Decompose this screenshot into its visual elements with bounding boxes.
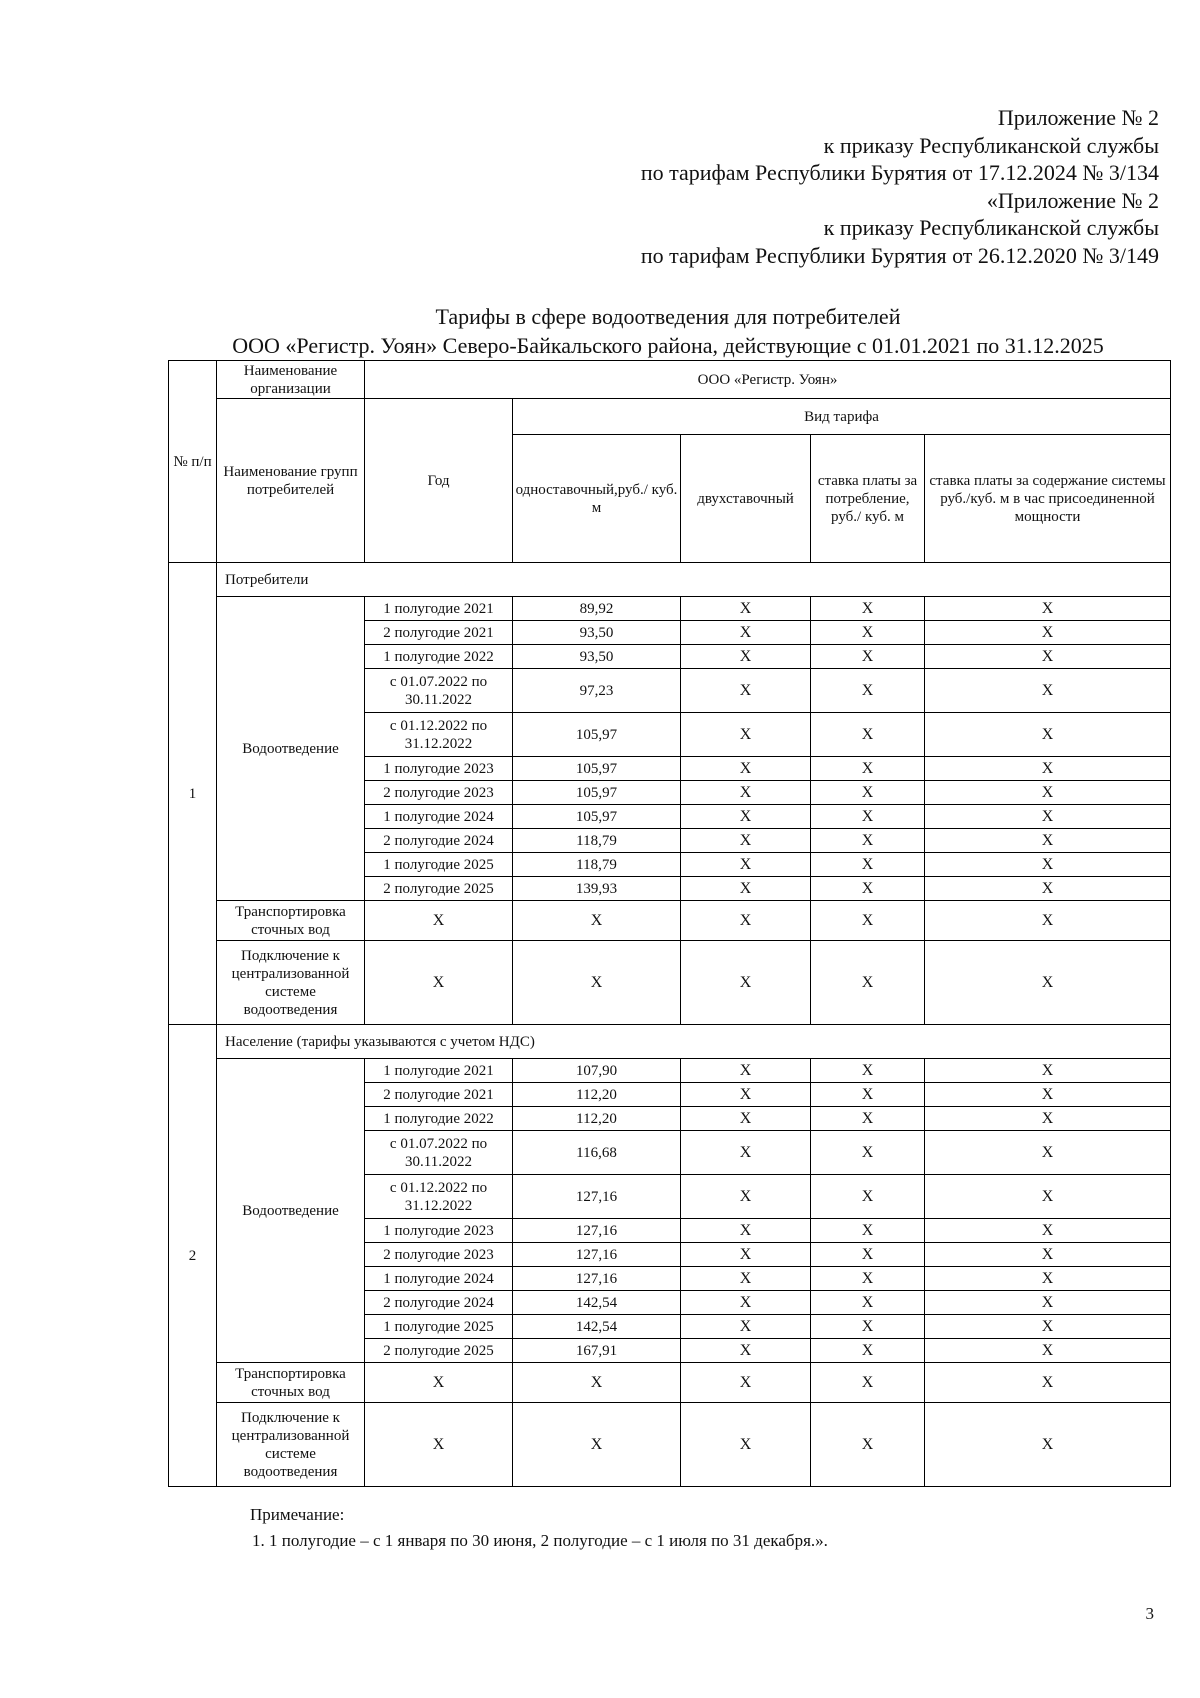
x-cell: X <box>925 1107 1171 1131</box>
period-cell: 1 полугодие 2023 <box>365 757 513 781</box>
rate-cell: 167,91 <box>513 1339 681 1363</box>
rate-cell: 105,97 <box>513 713 681 757</box>
x-cell: X <box>925 669 1171 713</box>
x-cell: X <box>925 829 1171 853</box>
x-cell: X <box>681 1363 811 1403</box>
x-cell: X <box>925 805 1171 829</box>
x-cell: X <box>681 1219 811 1243</box>
x-cell: X <box>811 829 925 853</box>
x-cell: X <box>811 713 925 757</box>
x-cell: X <box>925 621 1171 645</box>
rate-cell: 93,50 <box>513 621 681 645</box>
table-row <box>169 901 1171 941</box>
period-cell: с 01.07.2022 по 30.11.2022 <box>365 1131 513 1175</box>
table-row <box>169 361 1171 399</box>
x-cell: X <box>925 645 1171 669</box>
x-cell: X <box>925 1083 1171 1107</box>
x-cell: X <box>681 1315 811 1339</box>
document-title <box>168 302 1168 360</box>
extra-label: Подключение к централизованной системе водоотведения <box>217 1403 365 1487</box>
x-cell: X <box>811 669 925 713</box>
notes <box>250 1502 828 1554</box>
rate-cell: 139,93 <box>513 877 681 901</box>
period-cell: 2 полугодие 2023 <box>365 781 513 805</box>
x-cell: X <box>811 877 925 901</box>
x-cell: X <box>925 713 1171 757</box>
section-title: Потребители <box>217 563 1171 597</box>
extra-label: Подключение к централизованной системе водоотведения <box>217 941 365 1025</box>
x-cell: X <box>811 1267 925 1291</box>
x-cell: X <box>681 1059 811 1083</box>
period-cell: 1 полугодие 2024 <box>365 1267 513 1291</box>
tariff-table <box>168 360 1171 1487</box>
period-cell: 1 полугодие 2021 <box>365 1059 513 1083</box>
x-cell: X <box>513 941 681 1025</box>
x-cell: X <box>925 853 1171 877</box>
x-cell: X <box>681 597 811 621</box>
rate-cell: 127,16 <box>513 1243 681 1267</box>
x-cell: X <box>681 853 811 877</box>
x-cell: X <box>925 1315 1171 1339</box>
rate-cell: 142,54 <box>513 1315 681 1339</box>
period-cell: с 01.12.2022 по 31.12.2022 <box>365 1175 513 1219</box>
rate-cell: 105,97 <box>513 781 681 805</box>
x-cell: X <box>925 941 1171 1025</box>
header-num: № п/п <box>169 361 217 563</box>
x-cell: X <box>811 1107 925 1131</box>
rate-cell: 107,90 <box>513 1059 681 1083</box>
x-cell: X <box>925 877 1171 901</box>
x-cell: X <box>925 597 1171 621</box>
rate-cell: 105,97 <box>513 805 681 829</box>
rate-cell: 127,16 <box>513 1219 681 1243</box>
rate-cell: 127,16 <box>513 1267 681 1291</box>
x-cell: X <box>811 1243 925 1267</box>
x-cell: X <box>811 645 925 669</box>
x-cell: X <box>811 1363 925 1403</box>
x-cell: X <box>811 805 925 829</box>
header-col: ставка платы за потребление, руб./ куб. м <box>811 435 925 563</box>
x-cell: X <box>681 1107 811 1131</box>
period-cell: 2 полугодие 2024 <box>365 1291 513 1315</box>
period-cell: 2 полугодие 2025 <box>365 1339 513 1363</box>
header-org-label: Наименование организации <box>217 361 365 399</box>
table-row <box>169 399 1171 435</box>
period-cell: 1 полугодие 2023 <box>365 1219 513 1243</box>
period-cell: 2 полугодие 2021 <box>365 1083 513 1107</box>
header-col: одноставочный,руб./ куб. м <box>513 435 681 563</box>
x-cell: X <box>681 901 811 941</box>
x-cell: X <box>811 941 925 1025</box>
x-cell: X <box>925 757 1171 781</box>
x-cell: X <box>681 1083 811 1107</box>
header-col: ставка платы за содержание системы руб./куб. м в час присоединенной мощности <box>925 435 1171 563</box>
period-cell: 2 полугодие 2021 <box>365 621 513 645</box>
x-cell: X <box>681 757 811 781</box>
rate-cell: 118,79 <box>513 853 681 877</box>
header-col: двухставочный <box>681 435 811 563</box>
x-cell: X <box>925 1219 1171 1243</box>
header-year: Год <box>365 399 513 563</box>
x-cell: X <box>681 1267 811 1291</box>
period-cell: 2 полугодие 2025 <box>365 877 513 901</box>
x-cell: X <box>925 1339 1171 1363</box>
header-line: к приказу Республиканской службы <box>823 132 1159 158</box>
x-cell: X <box>925 1403 1171 1487</box>
x-cell: X <box>681 1291 811 1315</box>
service-name: Водоотведение <box>217 597 365 901</box>
rate-cell: 112,20 <box>513 1107 681 1131</box>
table-row <box>169 1403 1171 1487</box>
page-number: 3 <box>1145 1604 1154 1623</box>
notes-heading: Примечание: <box>250 1505 345 1524</box>
x-cell: X <box>925 901 1171 941</box>
x-cell: X <box>811 1131 925 1175</box>
header-line: к приказу Республиканской службы <box>823 215 1159 241</box>
x-cell: X <box>681 621 811 645</box>
x-cell: X <box>811 597 925 621</box>
period-cell: с 01.07.2022 по 30.11.2022 <box>365 669 513 713</box>
x-cell: X <box>681 1175 811 1219</box>
x-cell: X <box>811 901 925 941</box>
period-cell: 1 полугодие 2024 <box>365 805 513 829</box>
x-cell: X <box>681 829 811 853</box>
rate-cell: 116,68 <box>513 1131 681 1175</box>
x-cell: X <box>681 645 811 669</box>
x-cell: X <box>681 1339 811 1363</box>
table-row <box>169 597 1171 621</box>
x-cell: X <box>811 1175 925 1219</box>
x-cell: X <box>513 1363 681 1403</box>
rate-cell: 142,54 <box>513 1291 681 1315</box>
period-cell: 1 полугодие 2025 <box>365 853 513 877</box>
x-cell: X <box>925 1291 1171 1315</box>
rate-cell: 105,97 <box>513 757 681 781</box>
x-cell: X <box>925 1243 1171 1267</box>
table-row <box>169 1363 1171 1403</box>
section-title: Население (тарифы указываются с учетом НДС) <box>217 1025 1171 1059</box>
x-cell: X <box>811 1315 925 1339</box>
section-number: 1 <box>169 563 217 1025</box>
table-row <box>169 941 1171 1025</box>
x-cell: X <box>811 621 925 645</box>
period-cell: 1 полугодие 2022 <box>365 645 513 669</box>
table-row <box>169 1059 1171 1083</box>
x-cell: X <box>811 1291 925 1315</box>
rate-cell: 97,23 <box>513 669 681 713</box>
extra-label: Транспортировка сточных вод <box>217 1363 365 1403</box>
x-cell: X <box>681 713 811 757</box>
x-cell: X <box>811 781 925 805</box>
note-item: 1. 1 полугодие – с 1 января по 30 июня, 2 полугодие – с 1 июля по 31 декабря.». <box>252 1531 828 1550</box>
period-cell: 1 полугодие 2021 <box>365 597 513 621</box>
x-cell: X <box>681 1131 811 1175</box>
table-row <box>169 1025 1171 1059</box>
rate-cell: 112,20 <box>513 1083 681 1107</box>
service-name: Водоотведение <box>217 1059 365 1363</box>
rate-cell: 93,50 <box>513 645 681 669</box>
extra-label: Транспортировка сточных вод <box>217 901 365 941</box>
x-cell: X <box>681 1243 811 1267</box>
x-cell: X <box>365 1403 513 1487</box>
header-line: по тарифам Республики Бурятия от 17.12.2024 № 3/134 <box>640 160 1159 186</box>
x-cell: X <box>925 1131 1171 1175</box>
table-row <box>169 563 1171 597</box>
x-cell: X <box>513 1403 681 1487</box>
document-header <box>641 104 1159 270</box>
x-cell: X <box>811 1083 925 1107</box>
header-line: по тарифам Республики Бурятия от 26.12.2020 № 3/149 <box>640 242 1159 268</box>
title-line-1: Тарифы в сфере водоотведения для потребителей <box>435 304 901 329</box>
period-cell: 1 полугодие 2022 <box>365 1107 513 1131</box>
x-cell: X <box>925 1059 1171 1083</box>
period-cell: 1 полугодие 2025 <box>365 1315 513 1339</box>
x-cell: X <box>365 941 513 1025</box>
x-cell: X <box>811 1403 925 1487</box>
x-cell: X <box>681 805 811 829</box>
x-cell: X <box>681 941 811 1025</box>
x-cell: X <box>811 757 925 781</box>
rate-cell: 89,92 <box>513 597 681 621</box>
section-number: 2 <box>169 1025 217 1487</box>
header-tariff-type: Вид тарифа <box>513 399 1171 435</box>
x-cell: X <box>681 1403 811 1487</box>
header-line: Приложение № 2 <box>997 105 1159 130</box>
rate-cell: 127,16 <box>513 1175 681 1219</box>
x-cell: X <box>365 901 513 941</box>
x-cell: X <box>811 1059 925 1083</box>
x-cell: X <box>681 781 811 805</box>
period-cell: 2 полугодие 2024 <box>365 829 513 853</box>
x-cell: X <box>681 669 811 713</box>
x-cell: X <box>811 853 925 877</box>
x-cell: X <box>925 781 1171 805</box>
x-cell: X <box>681 877 811 901</box>
period-cell: 2 полугодие 2023 <box>365 1243 513 1267</box>
header-org-value: ООО «Регистр. Уоян» <box>365 361 1171 399</box>
x-cell: X <box>811 1339 925 1363</box>
x-cell: X <box>925 1175 1171 1219</box>
x-cell: X <box>811 1219 925 1243</box>
period-cell: с 01.12.2022 по 31.12.2022 <box>365 713 513 757</box>
x-cell: X <box>925 1363 1171 1403</box>
x-cell: X <box>925 1267 1171 1291</box>
header-line: «Приложение № 2 <box>986 187 1159 213</box>
title-line-2: ООО «Регистр. Уоян» Северо-Байкальского района, действующие с 01.01.2021 по 31.12.2025 <box>232 333 1104 358</box>
x-cell: X <box>365 1363 513 1403</box>
rate-cell: 118,79 <box>513 829 681 853</box>
header-group-label: Наименование групп потребителей <box>217 399 365 563</box>
x-cell: X <box>513 901 681 941</box>
